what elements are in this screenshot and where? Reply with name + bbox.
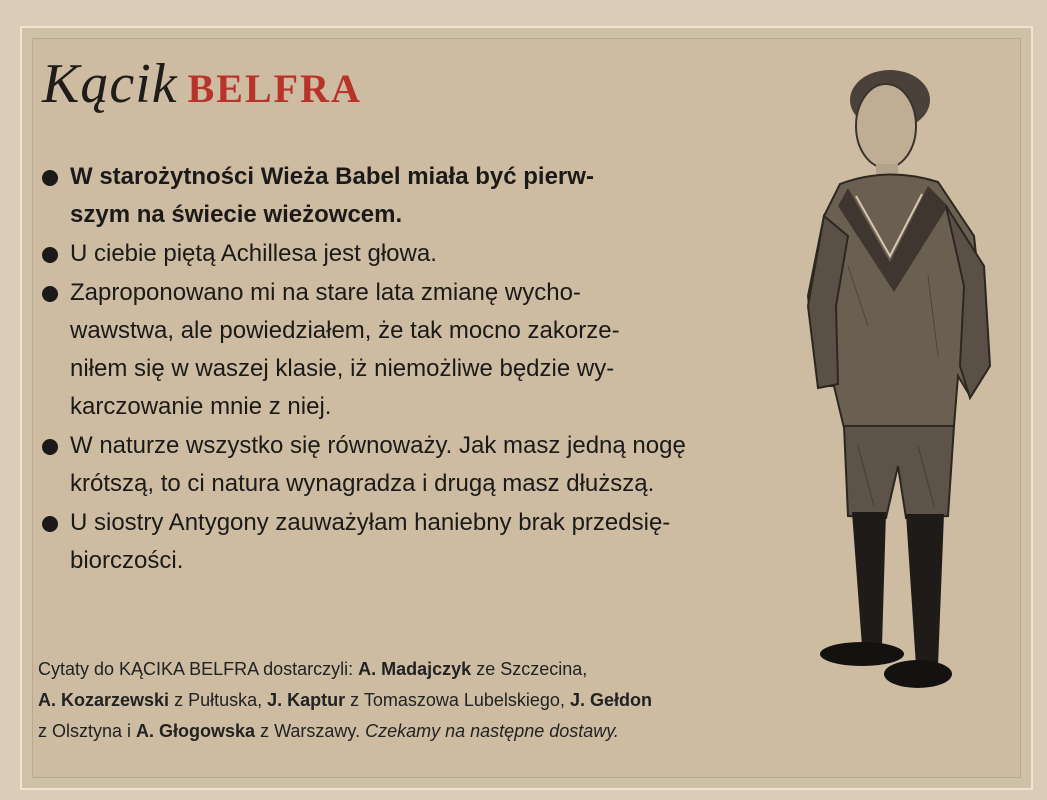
bullet-dot-icon <box>42 516 58 532</box>
bullet-dot-icon <box>42 247 58 263</box>
contributor-name: J. Gełdon <box>569 690 652 710</box>
boy-leg-left <box>852 512 886 646</box>
quote-line: karczowanie mnie z niej. <box>70 393 332 420</box>
quote-line: W naturze wszystko się równoważy. Jak masz jedną nogę <box>70 432 686 459</box>
credits-paragraph <box>38 654 858 747</box>
quote-list <box>40 158 780 581</box>
bullet-dot-icon <box>42 439 58 455</box>
credits-closing: Czekamy na następne dostawy. <box>365 721 619 741</box>
contributor-place: z Olsztyna i <box>38 721 132 741</box>
boy-shoe-left <box>820 642 904 666</box>
boy-face <box>856 84 916 168</box>
quote-item <box>40 274 780 426</box>
credits-intro: Cytaty do KĄCIKA BELFRA dostarczyli: <box>38 659 354 679</box>
quote-line: szym na świecie wieżowcem. <box>70 201 403 228</box>
quote-line: niłem się w waszej klasie, iż niemożliwe będzie wy- <box>70 355 615 382</box>
boy-trousers <box>844 426 954 518</box>
quote-line: U ciebie piętą Achillesa jest głowa. <box>70 240 437 267</box>
contributor-name: J. Kaptur <box>267 690 346 710</box>
quote-item <box>40 504 780 580</box>
quote-line: wawstwa, ale powiedziałem, że tak mocno zakorze- <box>70 317 620 344</box>
boy-shoe-right <box>884 660 952 688</box>
contributor-name: A. Madajczyk <box>358 659 472 679</box>
bullet-dot-icon <box>42 286 58 302</box>
quote-item <box>40 158 780 234</box>
quote-item <box>40 235 780 273</box>
bullet-dot-icon <box>42 170 58 186</box>
quote-line: W starożytności Wieża Babel miała być pierw- <box>70 163 594 190</box>
contributor-place: z Pułtuska, <box>174 690 263 710</box>
contributor-name: A. Głogowska <box>136 721 256 741</box>
quote-line: krótszą, to ci natura wynagradza i drugą masz dłuższą. <box>70 470 655 497</box>
contributor-place: z Warszawy. <box>260 721 361 741</box>
quote-line: Zaproponowano mi na stare lata zmianę wycho- <box>70 279 581 306</box>
contributor-place: z Tomaszowa Lubelskiego, <box>350 690 565 710</box>
quote-item <box>40 427 780 503</box>
column-title <box>42 52 362 116</box>
title-belfra: BELFRA <box>187 66 362 111</box>
contributor-name: A. Kozarzewski <box>38 690 170 710</box>
quote-line: U siostry Antygony zauważyłam haniebny brak przedsię- <box>70 509 671 536</box>
title-kacik: Kącik <box>42 53 178 115</box>
boy-leg-right <box>906 514 944 666</box>
quote-line: biorczości. <box>70 547 184 574</box>
contributor-place: ze Szczecina, <box>476 659 588 679</box>
boy-illustration <box>778 66 1008 726</box>
